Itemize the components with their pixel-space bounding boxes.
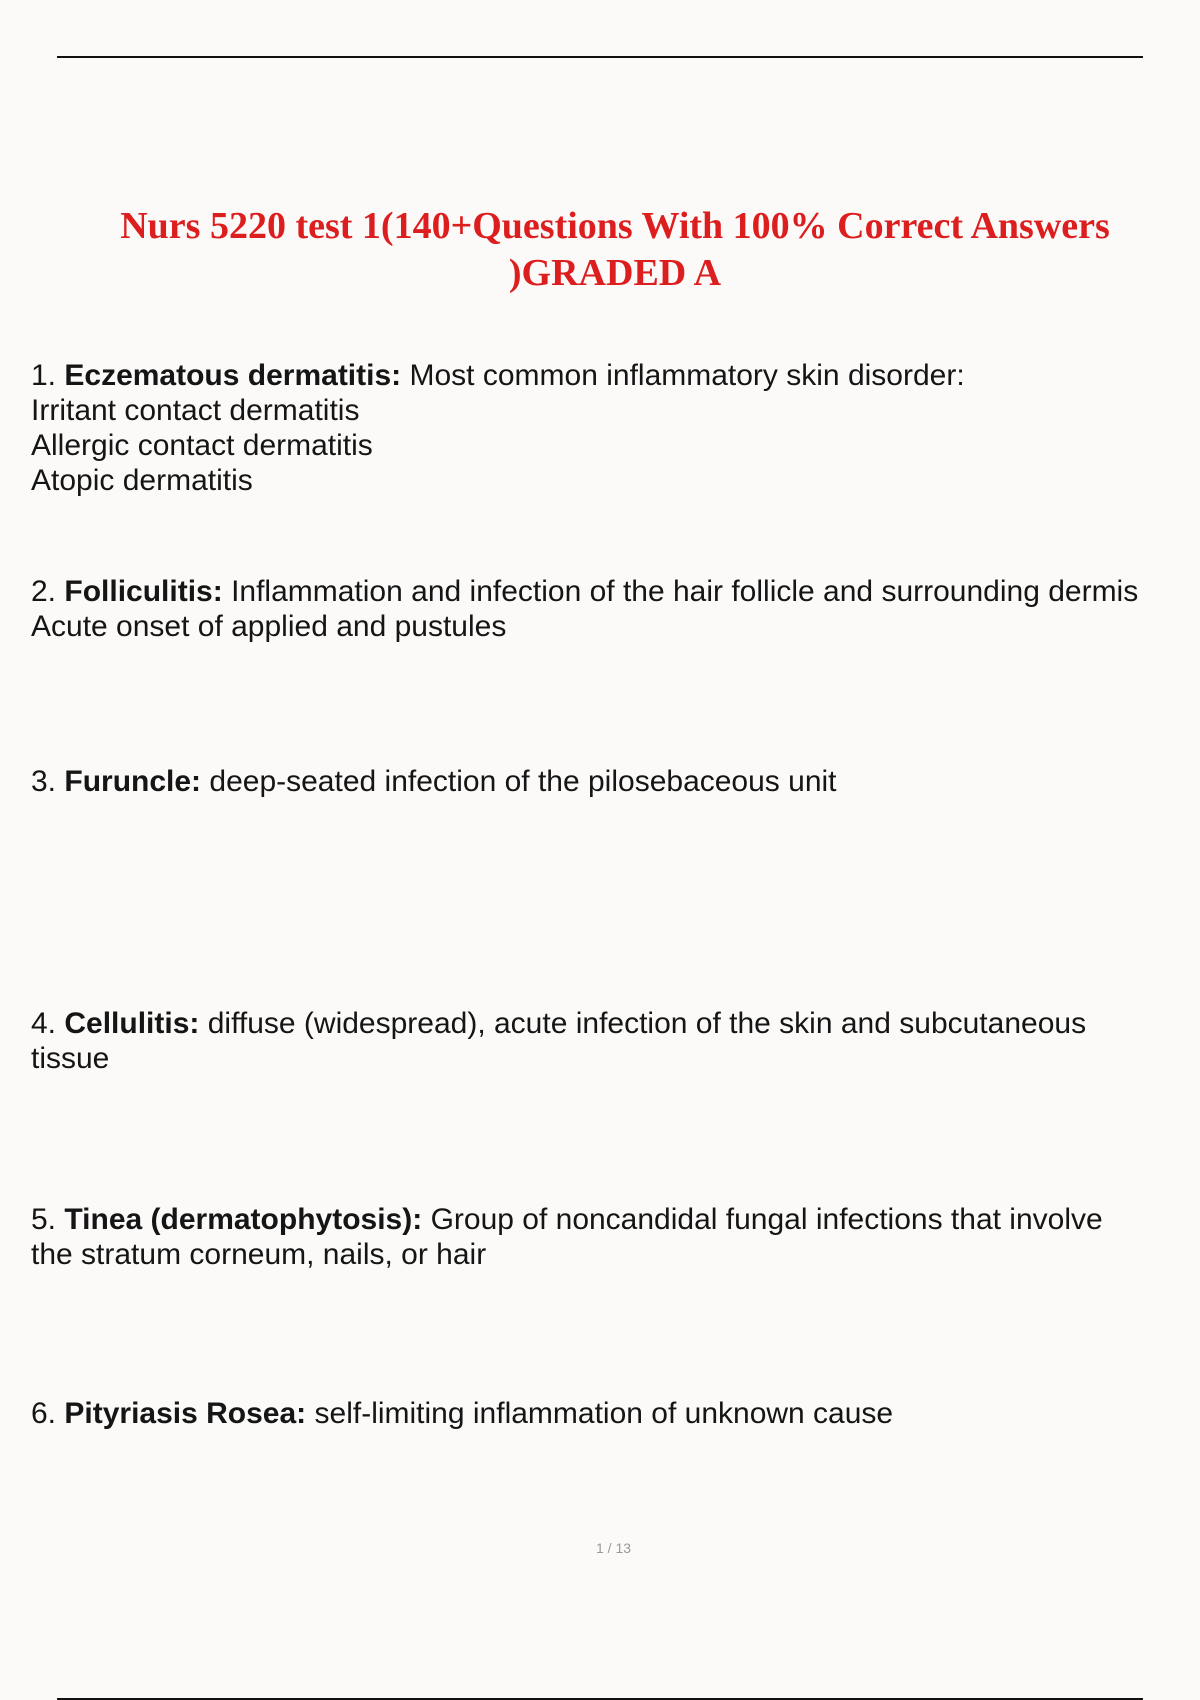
question-item-1 [31,358,1191,498]
answer-line: the stratum corneum, nails, or hair [31,1238,487,1271]
question-line [31,1202,1191,1237]
question-line [31,358,1191,393]
document-title [60,203,1170,297]
title-line-1: Nurs 5220 test 1(140+Questions With 100% Correct Answers [120,205,1110,247]
question-term: Folliculitis: [64,575,223,608]
question-definition: Group of noncandidal fungal infections that involve [430,1203,1103,1236]
question-item-3 [31,764,1191,799]
question-number: 2. [31,575,57,608]
answer-line: Atopic dermatitis [31,464,253,497]
question-definition: Most common inflammatory skin disorder: [409,359,965,392]
answer-line: Allergic contact dermatitis [31,429,373,462]
top-rule [57,56,1143,58]
question-definition: Inflammation and infection of the hair follicle and surrounding dermis [231,575,1139,608]
question-number: 4. [31,1007,57,1040]
title-line-2: )GRADED A [508,252,722,294]
question-term: Pityriasis Rosea: [64,1397,307,1430]
question-number: 5. [31,1203,57,1236]
question-line [31,1006,1191,1041]
question-term: Eczematous dermatitis: [64,359,402,392]
question-number: 6. [31,1397,57,1430]
question-definition: deep-seated infection of the pilosebaceous unit [209,765,837,798]
question-line [31,574,1191,609]
question-item-2 [31,574,1191,644]
question-item-6 [31,1396,1191,1431]
question-item-4 [31,1006,1191,1076]
question-term: Furuncle: [64,765,202,798]
question-definition: self-limiting inflammation of unknown cause [314,1397,894,1430]
answer-line: Irritant contact dermatitis [31,394,360,427]
page-number: 1 / 13 [595,1540,632,1556]
question-definition: diffuse (widespread), acute infection of the skin and subcutaneous [207,1007,1087,1040]
question-term: Cellulitis: [64,1007,200,1040]
question-line [31,1396,1191,1431]
answer-line: tissue [31,1042,110,1075]
question-line [31,764,1191,799]
question-number: 1. [31,359,57,392]
question-term: Tinea (dermatophytosis): [64,1203,423,1236]
answer-line: Acute onset of applied and pustules [31,610,507,643]
question-item-5 [31,1202,1191,1272]
question-number: 3. [31,765,57,798]
